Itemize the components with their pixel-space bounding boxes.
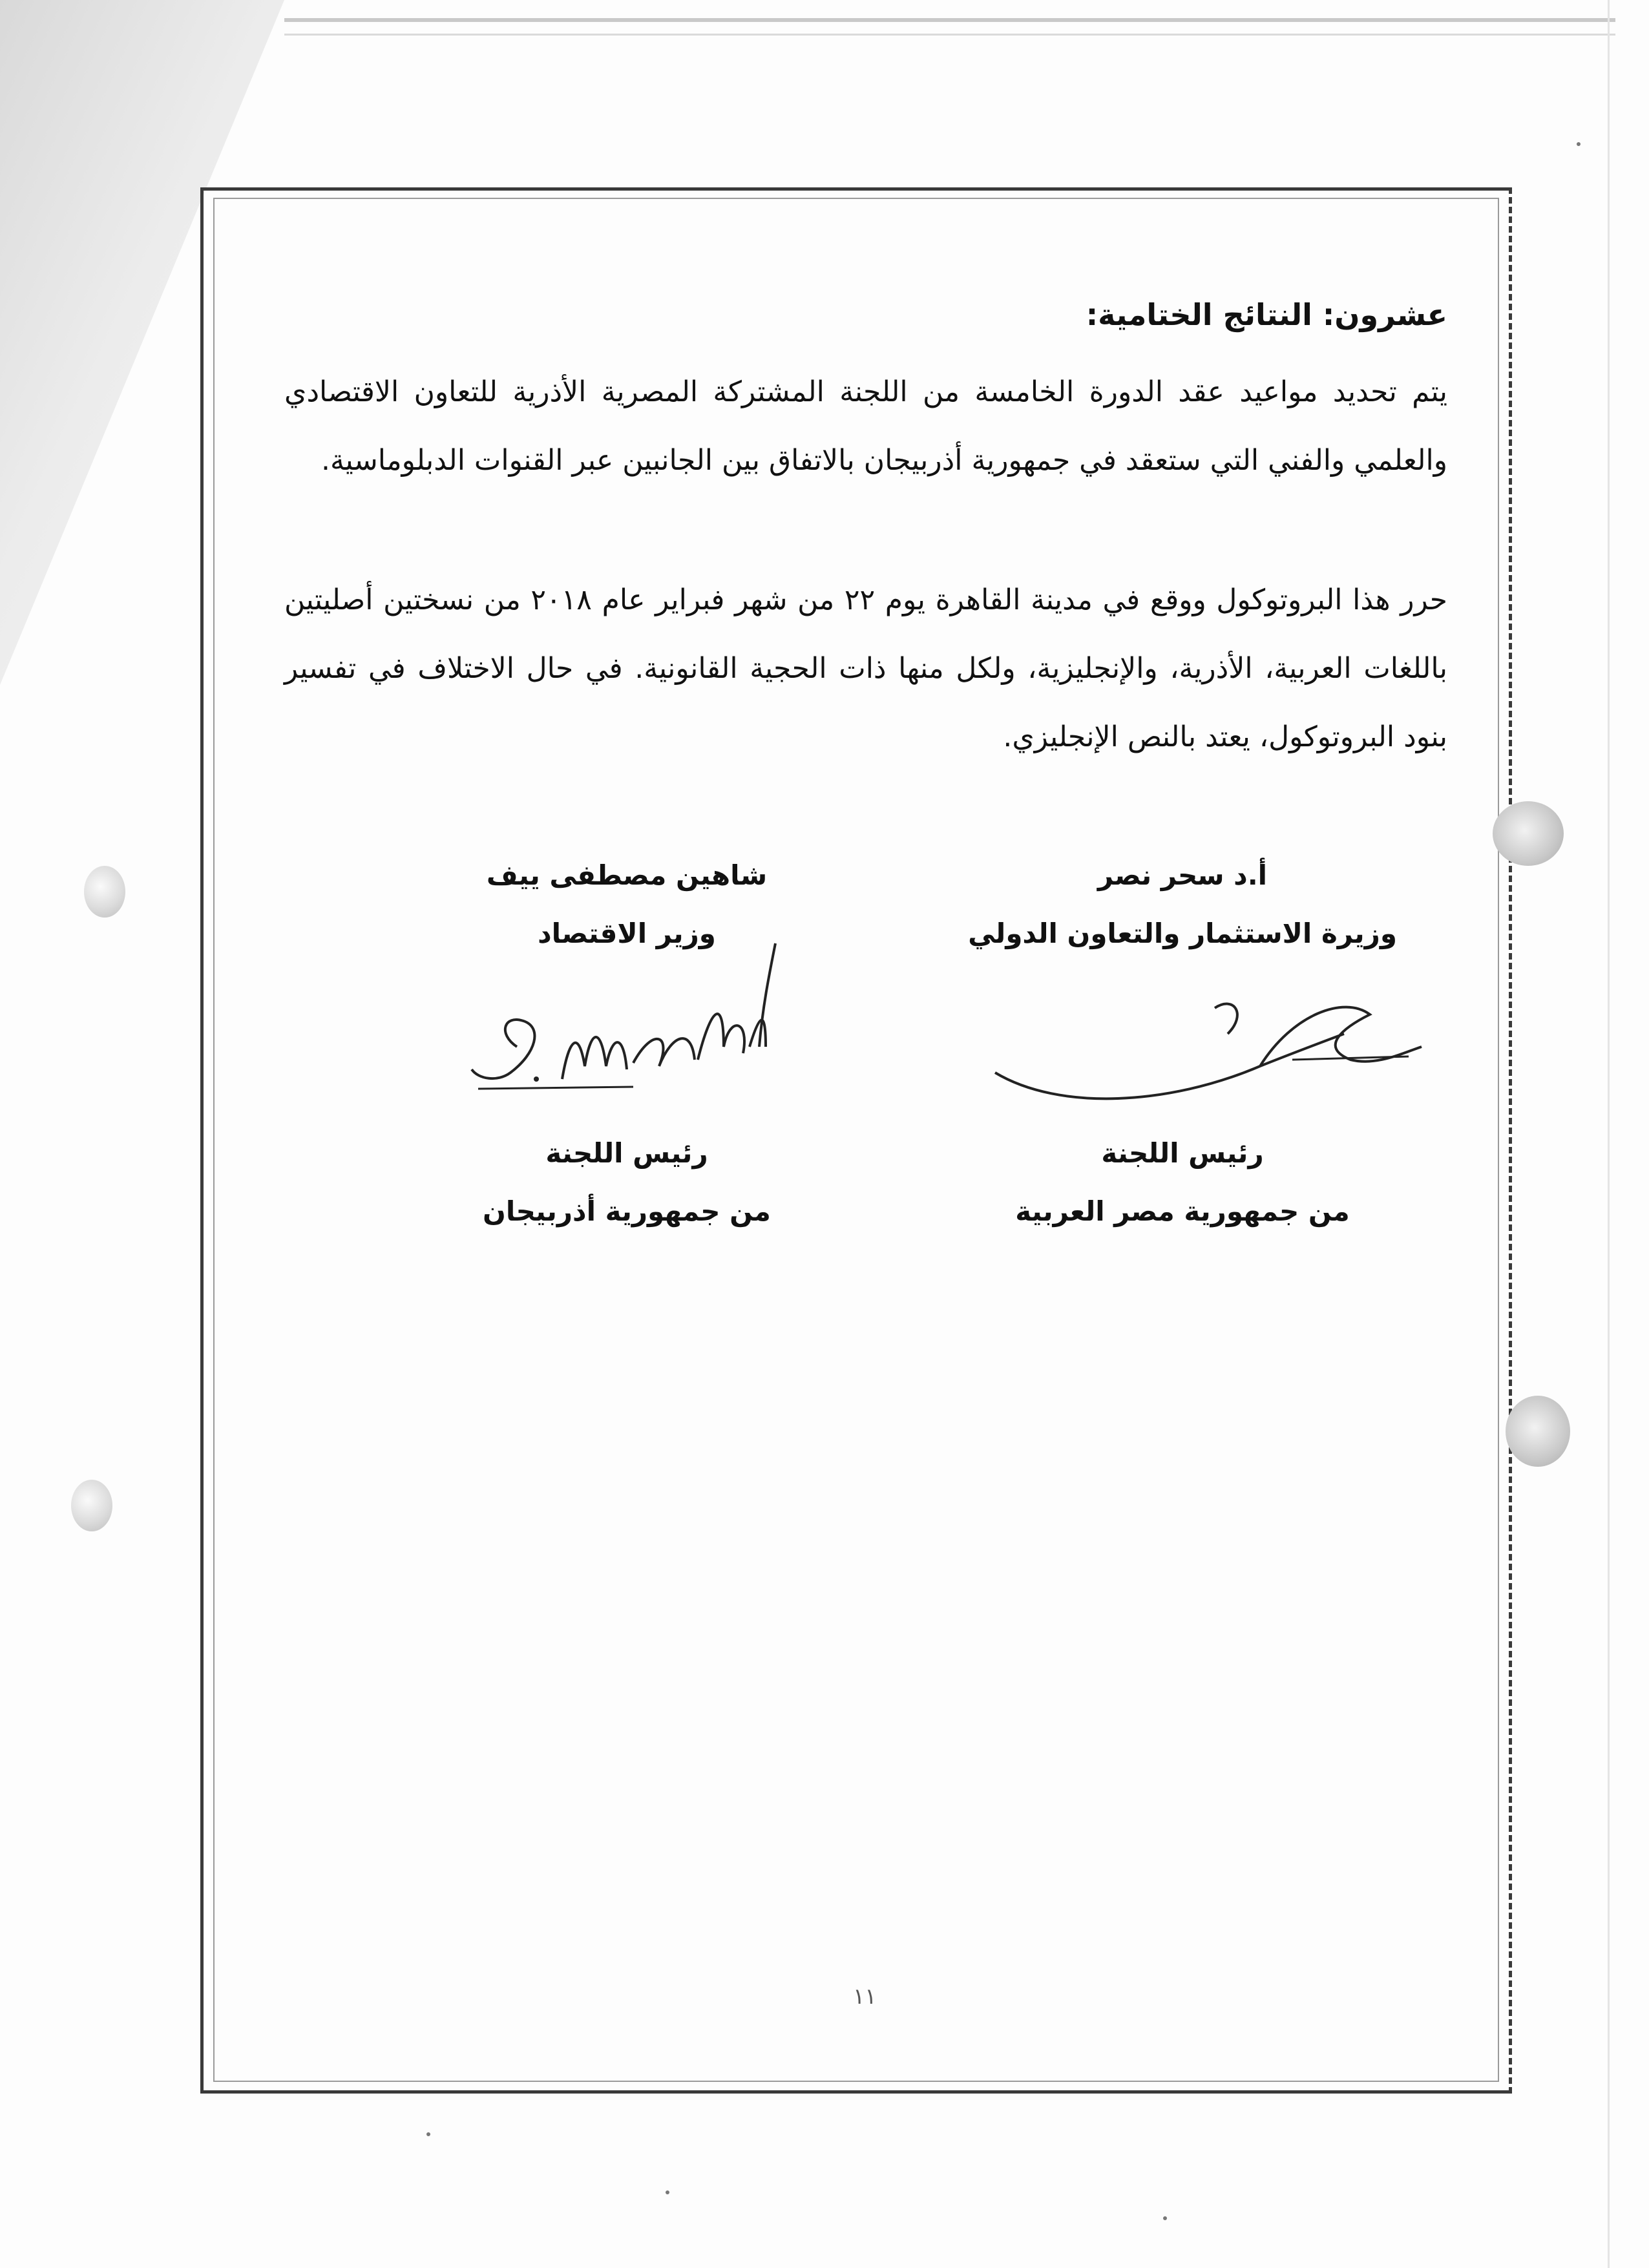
signatory-role: رئيس اللجنة: [1101, 1137, 1264, 1169]
punch-hole: [84, 866, 125, 918]
paragraph-signing: حرر هذا البروتوكول ووقع في مدينة القاهرة يوم ٢٢ من شهر فبراير عام ٢٠١٨ من نسختين أصليتين باللغات العربية، الأذرية، والإنجليزية، ولكل منها ذات الحجية القانونية. في حال الاختلاف في تفسير بنود البروتوكول، يعتد بالنص الإنجليزي.: [284, 583, 1447, 753]
signatory-role: رئيس اللجنة: [545, 1137, 708, 1169]
scan-speck: [1163, 2216, 1167, 2220]
signatory-title: وزيرة الاستثمار والتعاون الدولي: [968, 918, 1397, 949]
sheet-top-edge-shadow: [284, 34, 1615, 36]
paragraph-schedule: يتم تحديد مواعيد عقد الدورة الخامسة من اللجنة المشتركة المصرية الأذرية للتعاون الاقتصادي والعلمي والفني التي ستعقد في جمهورية أذربيجان بالاتفاق بين الجانبين عبر القنوات الدبلوماسية.: [284, 375, 1447, 477]
punch-hole: [1493, 801, 1564, 866]
section-title: عشرون: النتائج الختامية:: [1086, 297, 1447, 332]
handwritten-signature-azerbaijan: [439, 918, 801, 1098]
document-body: [284, 297, 1447, 772]
signatory-country: من جمهورية مصر العربية: [1015, 1195, 1350, 1227]
scan-speck: [1577, 142, 1581, 146]
signatory-name: شاهين مصطفى ييف: [486, 859, 768, 891]
signatory-name: أ.د سحر نصر: [1097, 859, 1268, 891]
punch-hole: [1506, 1396, 1570, 1467]
sheet-top-edge: [284, 18, 1615, 22]
signatory-country: من جمهورية أذربيجان: [483, 1195, 771, 1227]
scan-speck: [666, 2190, 669, 2194]
punch-hole: [71, 1480, 112, 1531]
handwritten-signature-egypt: [956, 969, 1447, 1118]
signatory-title: وزير الاقتصاد: [538, 918, 716, 949]
sheet-right-edge: [1608, 0, 1610, 2268]
page-number: ١١: [853, 1984, 877, 2010]
scan-speck: [426, 2132, 430, 2136]
